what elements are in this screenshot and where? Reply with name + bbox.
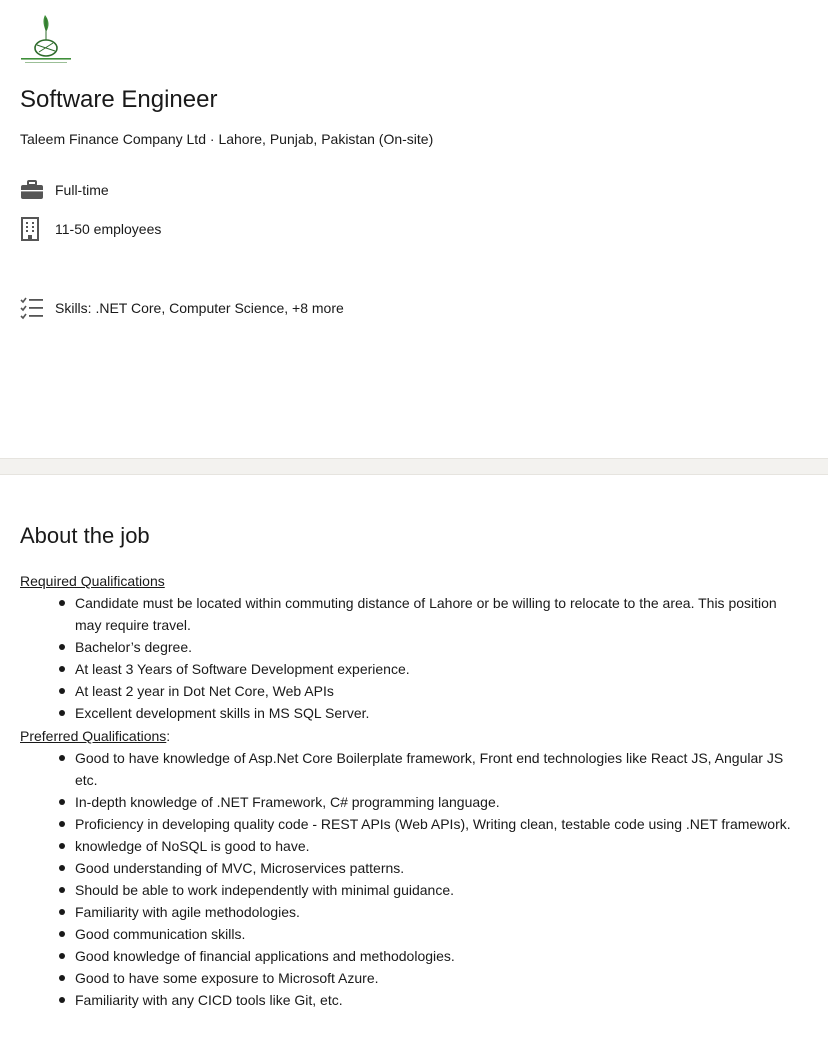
- job-subline: [20, 131, 433, 147]
- job-top-card: [0, 0, 828, 458]
- company-logo[interactable]: [19, 12, 73, 66]
- about-heading: About the job: [20, 523, 150, 548]
- building-icon: [20, 217, 46, 241]
- list-item: At least 3 Years of Software Development experience.: [75, 658, 805, 680]
- list-item: In-depth knowledge of .NET Framework, C# programming language.: [75, 791, 805, 813]
- required-qualifications-label: Required Qualifications: [20, 573, 165, 589]
- list-item: Proficiency in developing quality code - REST APIs (Web APIs), Writing clean, testable code using .NET framework.: [75, 813, 805, 835]
- briefcase-icon: [20, 178, 46, 202]
- preferred-qualifications-label: Preferred Qualifications: [20, 728, 167, 744]
- insight-company-size: [20, 217, 161, 241]
- list-item: Good communication skills.: [75, 923, 805, 945]
- subline-separator: ·: [206, 131, 219, 147]
- about-the-job-section: [0, 475, 828, 1045]
- job-location: Lahore, Punjab, Pakistan (On-site): [218, 131, 434, 147]
- list-item: Good understanding of MVC, Microservices patterns.: [75, 857, 805, 879]
- company-logo-icon: [19, 12, 73, 66]
- list-item: Should be able to work independently with minimal guidance.: [75, 879, 805, 901]
- job-title: Software Engineer: [20, 86, 218, 113]
- list-item: Familiarity with any CICD tools like Git, etc.: [75, 989, 805, 1011]
- list-item: Good to have knowledge of Asp.Net Core Boilerplate framework, Front end technologies like React JS, Angular JS etc.: [75, 747, 805, 791]
- insight-employment-type: [20, 178, 109, 202]
- employment-type-text: Full-time: [55, 182, 109, 198]
- company-size-text: 11-50 employees: [55, 221, 162, 237]
- list-item: knowledge of NoSQL is good to have.: [75, 835, 805, 857]
- list-item: Candidate must be located within commuting distance of Lahore or be willing to relocate to the area. This position may require travel.: [75, 592, 805, 636]
- list-item: Familiarity with agile methodologies.: [75, 901, 805, 923]
- list-item: At least 2 year in Dot Net Core, Web APIs: [75, 680, 805, 702]
- required-qualifications-list: [75, 592, 805, 724]
- list-item: Excellent development skills in MS SQL Server.: [75, 702, 805, 724]
- skills-text: Skills: .NET Core, Computer Science, +8 more: [55, 300, 344, 316]
- list-item: Bachelor’s degree.: [75, 636, 805, 658]
- insight-skills[interactable]: [20, 296, 344, 320]
- company-name-link[interactable]: Taleem Finance Company Ltd: [20, 131, 206, 147]
- section-divider: [0, 458, 828, 475]
- checklist-icon: [20, 296, 46, 320]
- preferred-qualifications-heading: [20, 725, 170, 747]
- list-item: Good knowledge of financial applications and methodologies.: [75, 945, 805, 967]
- preferred-qualifications-list: [75, 747, 805, 1011]
- list-item: Good to have some exposure to Microsoft Azure.: [75, 967, 805, 989]
- preferred-colon: :: [166, 728, 171, 744]
